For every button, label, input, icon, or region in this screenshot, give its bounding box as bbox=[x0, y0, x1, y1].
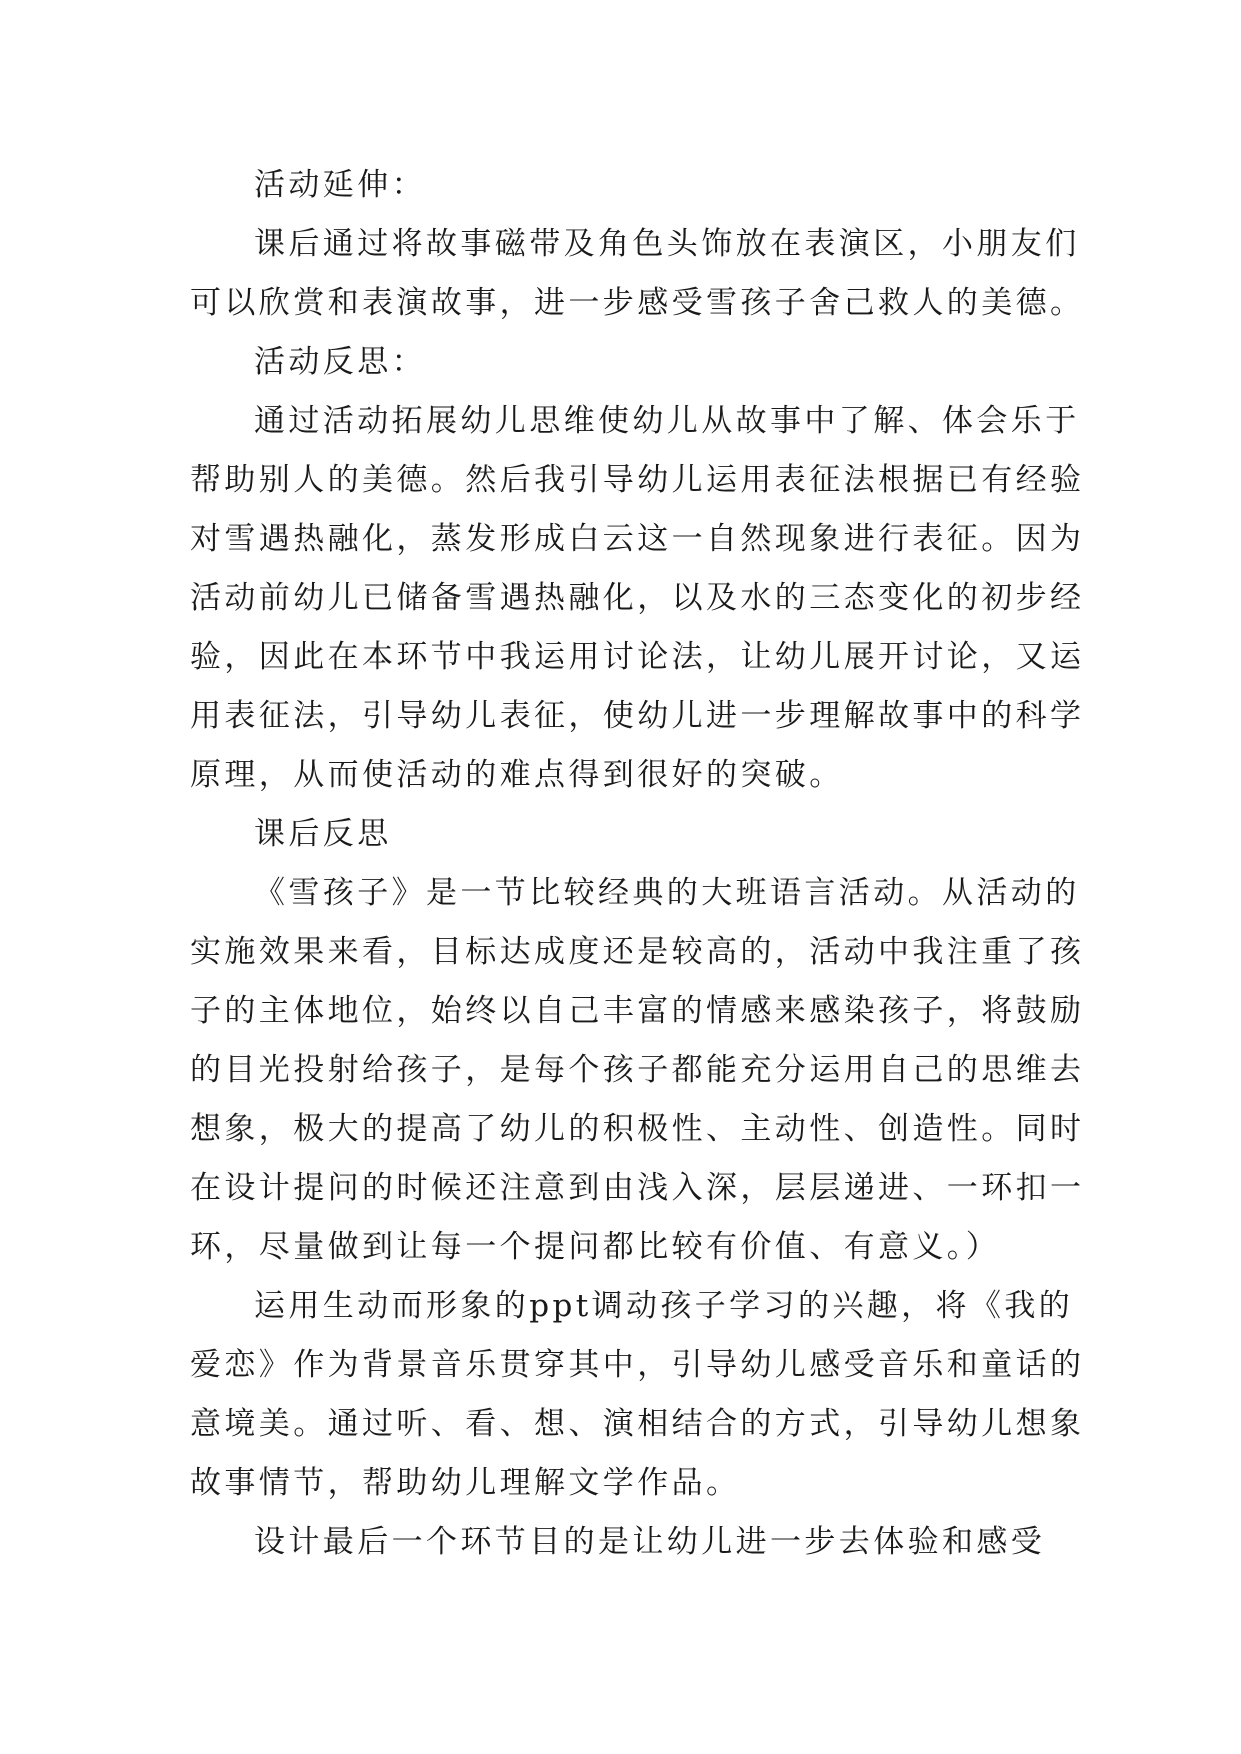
paragraph-line: 对雪遇热融化，蒸发形成白云这一自然现象进行表征。因为 bbox=[190, 521, 1085, 557]
heading-activity-extension: 活动延伸： bbox=[254, 167, 426, 203]
paragraph-line: 子的主体地位，始终以自己丰富的情感来感染孩子，将鼓励 bbox=[190, 993, 1085, 1029]
paragraph-line: 帮助别人的美德。然后我引导幼儿运用表征法根据已有经验 bbox=[190, 462, 1085, 498]
paragraph-line: 环，尽量做到让每一个提问都比较有价值、有意义。） bbox=[190, 1229, 1001, 1265]
paragraph-line: 原理，从而使活动的难点得到很好的突破。 bbox=[190, 757, 844, 793]
paragraph-line: 可以欣赏和表演故事，进一步感受雪孩子舍己救人的美德。 bbox=[190, 285, 1085, 321]
heading-after-class-reflection: 课后反思 bbox=[254, 816, 392, 852]
paragraph-line: 故事情节，帮助幼儿理解文学作品。 bbox=[190, 1465, 741, 1501]
paragraph-line: 运用生动而形象的ppt调动孩子学习的兴趣，将《我的 bbox=[254, 1288, 1074, 1324]
paragraph-line: 《雪孩子》是一节比较经典的大班语言活动。从活动的 bbox=[254, 875, 1080, 911]
paragraph-line: 活动前幼儿已储备雪遇热融化，以及水的三态变化的初步经 bbox=[190, 580, 1085, 616]
paragraph-line: 设计最后一个环节目的是让幼儿进一步去体验和感受 bbox=[254, 1524, 1046, 1560]
paragraph-line: 实施效果来看，目标达成度还是较高的，活动中我注重了孩 bbox=[190, 934, 1085, 970]
paragraph-line: 用表征法，引导幼儿表征，使幼儿进一步理解故事中的科学 bbox=[190, 698, 1085, 734]
paragraph-line: 的目光投射给孩子，是每个孩子都能充分运用自己的思维去 bbox=[190, 1052, 1085, 1088]
paragraph-line: 爱恋》作为背景音乐贯穿其中，引导幼儿感受音乐和童话的 bbox=[190, 1347, 1085, 1383]
paragraph-line: 通过活动拓展幼儿思维使幼儿从故事中了解、体会乐于 bbox=[254, 403, 1080, 439]
paragraph-line: 想象，极大的提高了幼儿的积极性、主动性、创造性。同时 bbox=[190, 1111, 1085, 1147]
paragraph-line: 意境美。通过听、看、想、演相结合的方式，引导幼儿想象 bbox=[190, 1406, 1085, 1442]
paragraph-line: 在设计提问的时候还注意到由浅入深，层层递进、一环扣一 bbox=[190, 1170, 1085, 1206]
paragraph-line: 验，因此在本环节中我运用讨论法，让幼儿展开讨论，又运 bbox=[190, 639, 1085, 675]
heading-activity-reflection: 活动反思： bbox=[254, 344, 426, 380]
paragraph-line: 课后通过将故事磁带及角色头饰放在表演区，小朋友们 bbox=[254, 226, 1080, 262]
